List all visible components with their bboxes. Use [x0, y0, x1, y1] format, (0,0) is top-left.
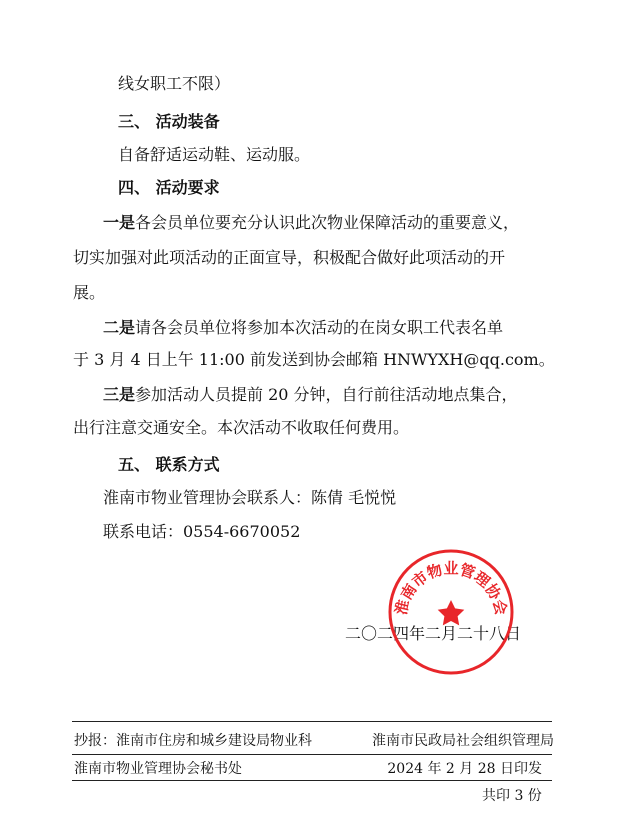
footer-cc-row [74, 732, 554, 750]
section-5-heading: 五、 联系方式 [118, 455, 220, 474]
section-4-heading: 四、 活动要求 [118, 178, 220, 197]
footer-cc-org-2: 淮南市民政局社会组织管理局 [372, 733, 554, 749]
section-3-heading: 三、 活动装备 [118, 112, 220, 131]
footer-middle-rule [72, 754, 552, 755]
contact-persons: 淮南市物业管理协会联系人：陈倩 毛悦悦 [103, 488, 397, 507]
footer-top-rule [72, 721, 552, 722]
seal-text: 淮南市物业管理协会 [391, 559, 511, 617]
signature-date: 二〇二四年二月二十八日 [345, 624, 522, 643]
requirement-2-line-2: 于 3 月 4 日上午 11:00 前发送到协会邮箱 HNWYXH@qq.com。 [73, 350, 555, 369]
requirement-1-line-2: 切实加强对此项活动的正面宣导，积极配合做好此项活动的开 [73, 248, 506, 267]
footer-issuer: 淮南市物业管理协会秘书处 [74, 761, 242, 777]
continued-text: 线女职工不限） [118, 74, 231, 93]
requirement-2-lead: 二是 [103, 318, 136, 337]
section-3-text: 自备舒适运动鞋、运动服。 [118, 145, 311, 164]
seal-star [438, 600, 465, 625]
footer-copies: 共印 3 份 [482, 788, 542, 804]
requirement-1-lead: 一是 [103, 213, 136, 232]
footer-issue-date: 2024 年 2 月 28 日印发 [387, 761, 542, 777]
requirement-2-text: 请各会员单位将参加本次活动的在岗女职工代表名单 [135, 318, 504, 337]
requirement-3-line-2: 出行注意交通安全。本次活动不收取任何费用。 [73, 418, 410, 437]
requirement-3-lead: 三是 [103, 385, 136, 404]
organization-seal [387, 548, 515, 676]
requirement-1-line-3: 展。 [73, 283, 106, 302]
requirement-2 [103, 318, 503, 338]
footer-issuer-row [74, 760, 542, 778]
requirement-3-text: 参加活动人员提前 20 分钟，自行前往活动地点集合， [135, 385, 518, 404]
requirement-3 [103, 385, 518, 405]
contact-phone: 联系电话：0554-6670052 [103, 522, 301, 541]
footer-cc-label: 抄报： [74, 733, 116, 749]
footer-cc [74, 732, 312, 750]
requirement-1-text: 各会员单位要充分认识此次物业保障活动的重要意义， [135, 213, 520, 232]
footer-cc-org-1: 淮南市住房和城乡建设局物业科 [116, 733, 312, 749]
footer-bottom-rule [72, 780, 552, 781]
requirement-1 [103, 213, 550, 233]
